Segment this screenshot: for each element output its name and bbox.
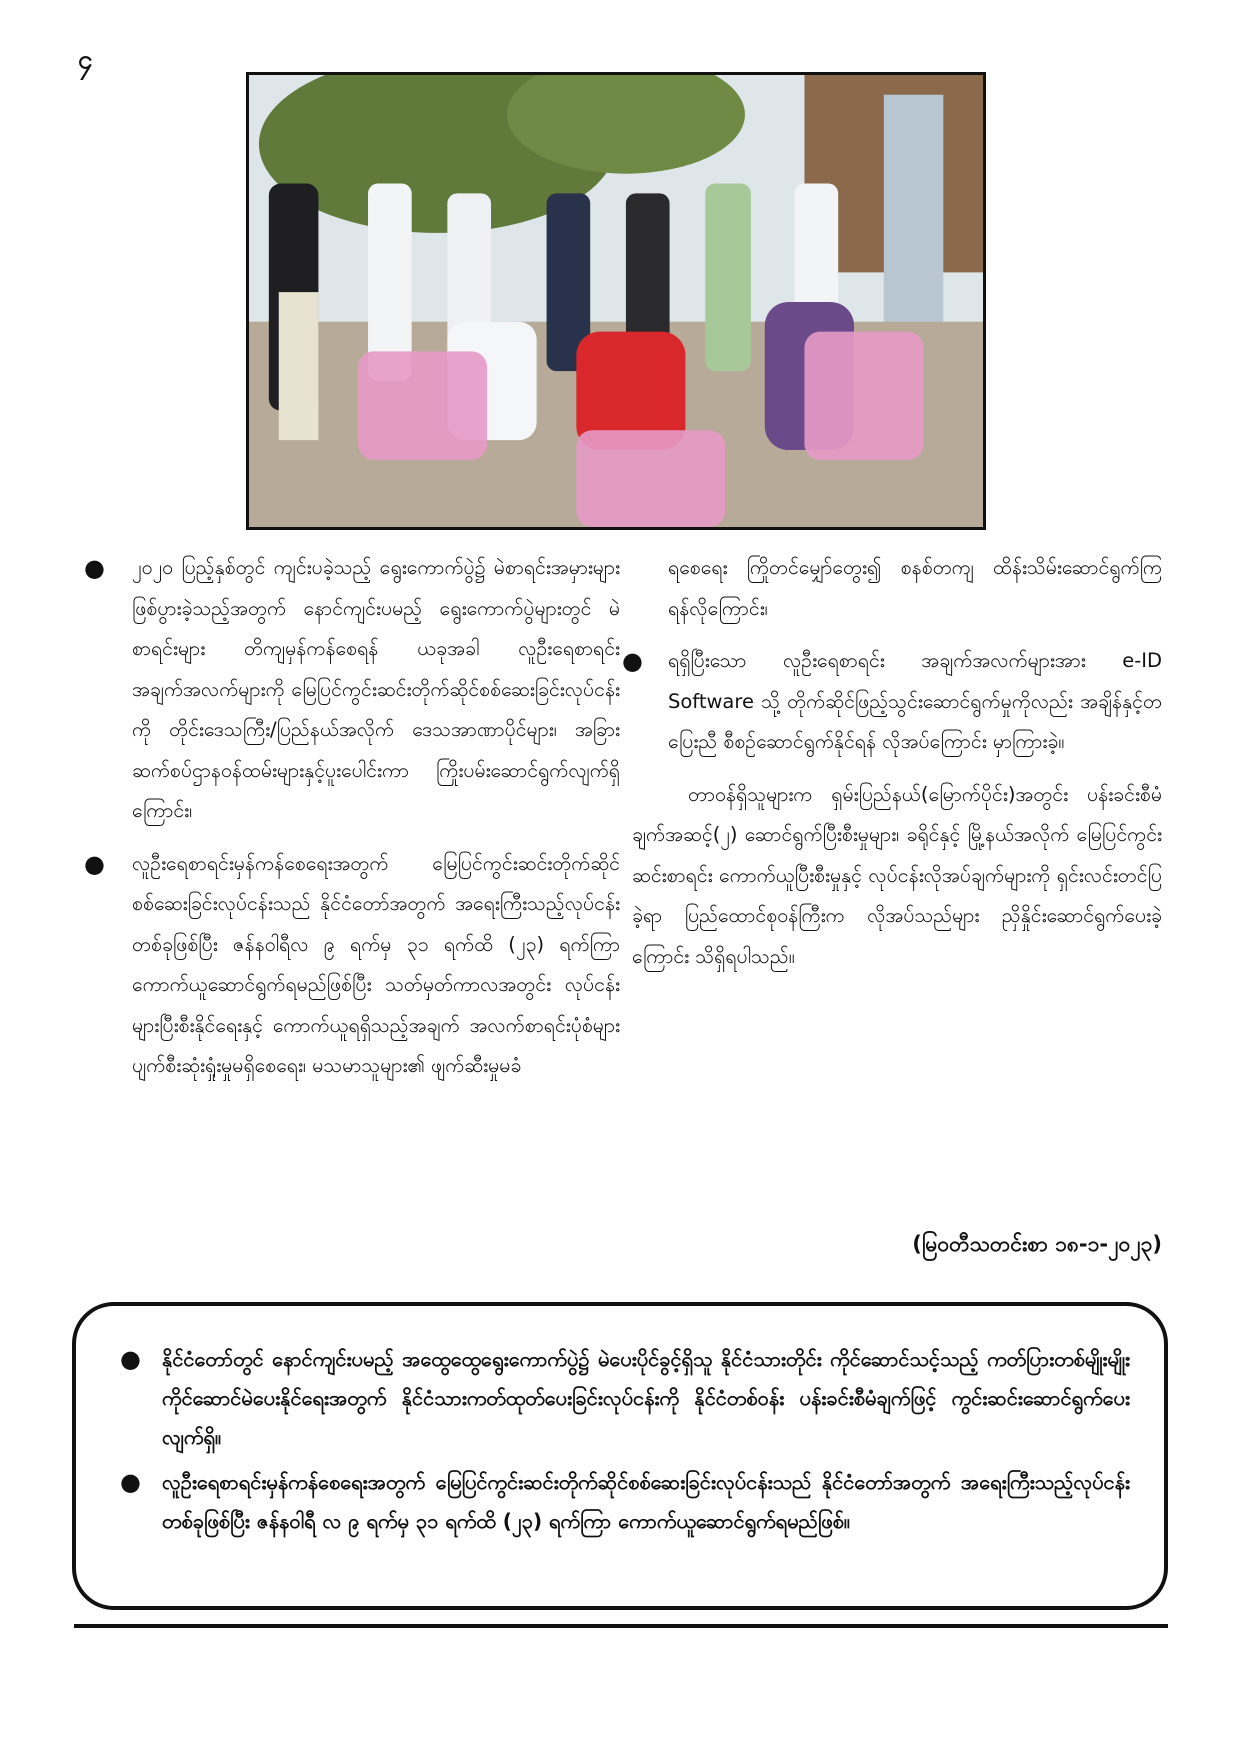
bullet-paragraph <box>80 844 620 1087</box>
bullet-paragraph <box>80 548 620 832</box>
summary-list <box>120 1340 1130 1541</box>
continued-text: ရစေရေး ကြိုတင်မျှော်တွေး၍ စနစ်တကျ ထိန်းသိမ်းဆောင်ရွက်ကြရန်လိုကြောင်း၊ <box>668 556 1162 620</box>
summary-box <box>72 1302 1168 1610</box>
summary-text: နိုင်ငံတော်တွင် နောင်ကျင်းပမည့် အထွေထွေရွေးကောက်ပွဲ၌ မဲပေးပိုင်ခွင့်ရှိသူ နိုင်ငံသားတိုင်း ကိုင်ဆောင်သင့်သည့် ကတ်ပြားတစ်မျိုးမျိုး ကိုင်ဆောင်မဲပေးနိုင်ရေးအတွက် နိုင်ငံသားကတ်ထုတ်ပေးခြင်းလုပ်ငန်းကို နိုင်ငံတစ်ဝန်း ပန်းခင်းစီမံချက်ဖြင့် ကွင်းဆင်းဆောင်ရွက်ပေးလျက်ရှိ။ <box>162 1347 1130 1449</box>
bullet-icon: ● <box>622 647 643 675</box>
footer-divider <box>74 1624 1168 1628</box>
right-column <box>622 548 1162 1256</box>
bullet-icon: ● <box>84 849 105 878</box>
bullet-text: ၂၀၂၀ ပြည့်နှစ်တွင် ကျင်းပခဲ့သည့် ရွေးကောက်ပွဲ၌ မဲစာရင်းအမှားများ ဖြစ်ပွားခဲ့သည့်အတွက် နောင်ကျင်းပမည့် ရွေးကောက်ပွဲများတွင် မဲစာရင်းများ တိကျမှန်ကန်စေရန် ယခုအခါ လူဦးရေစာရင်းအချက်အလက်များကို မြေပြင်ကွင်းဆင်းတိုက်ဆိုင်စစ်ဆေးခြင်းလုပ်ငန်းကို တိုင်းဒေသကြီး/ပြည်နယ်အလိုက် ဒေသအာဏာပိုင်များ၊ အခြားဆက်စပ်ဌာနဝန်ထမ်းများနှင့်ပူးပေါင်းကာ ကြိုးပမ်းဆောင်ရွက်လျက်ရှိကြောင်း၊ <box>132 556 620 822</box>
summary-item <box>120 1340 1130 1457</box>
news-photo <box>246 72 986 530</box>
source-citation: (မြဝတီသတင်းစာ ၁၈-၁-၂၀၂၃) <box>912 1232 1162 1256</box>
body-paragraph: တာဝန်ရှိသူများက ရှမ်းပြည်နယ်(မြောက်ပိုင်း)အတွင်း ပန်းခင်းစီမံချက်အဆင့်(၂) ဆောင်ရွက်ပြီးစီးမှုများ၊ ခရိုင်နှင့် မြို့နယ်အလိုက် မြေပြင်ကွင်းဆင်းစာရင်း ကောက်ယူပြီးစီးမှုနှင့် လုပ်ငန်းလိုအပ်ချက်များကို ရှင်းလင်းတင်ပြခဲ့ရာ ပြည်ထောင်စုဝန်ကြီးက လိုအပ်သည်များ ညှိနှိုင်းဆောင်ရွက်ပေးခဲ့ကြောင်း သိရှိရပါသည်။ <box>632 782 1162 968</box>
summary-item <box>120 1463 1130 1541</box>
left-column <box>80 548 620 1099</box>
photo-image <box>249 75 983 527</box>
page-number: ၄ <box>78 45 93 75</box>
summary-text: လူဦးရေစာရင်းမှန်ကန်စေရေးအတွက် မြေပြင်ကွင်းဆင်းတိုက်ဆိုင်စစ်ဆေးခြင်းလုပ်ငန်းသည် နိုင်ငံတော်အတွက် အရေးကြီးသည့်လုပ်ငန်းတစ်ခုဖြစ်ပြီး ဇန်နဝါရီ လ ၉ ရက်မှ ၃၁ ရက်ထိ (၂၃) ရက်ကြာ ကောက်ယူဆောင်ရွက်ရမည်ဖြစ်။ <box>162 1470 1130 1533</box>
bullet-icon: ● <box>120 1345 141 1373</box>
bullet-icon: ● <box>84 554 105 582</box>
bullet-icon: ● <box>120 1468 141 1496</box>
bullet-text: လူဦးရေစာရင်းမှန်ကန်စေရေးအတွက် မြေပြင်ကွင်းဆင်းတိုက်ဆိုင်စစ်ဆေးခြင်းလုပ်ငန်းသည် နိုင်ငံတော်အတွက် အရေးကြီးသည့်လုပ်ငန်းတစ်ခုဖြစ်ပြီး ဇန်နဝါရီလ ၉ ရက်မှ ၃၁ ရက်ထိ (၂၃) ရက်ကြာ ကောက်ယူဆောင်ရွက်ရမည်ဖြစ်ပြီး သတ်မှတ်ကာလအတွင်း လုပ်ငန်းများပြီးစီးနိုင်ရေးနှင့် ကောက်ယူရရှိသည့်အချက် အလက်စာရင်းပုံစံများ ပျက်စီးဆုံးရှုံးမှုမရှိစေရေး၊ မသမာသူများ၏ ဖျက်ဆီးမှုမခံ <box>132 851 620 1077</box>
bullet-paragraph <box>622 641 1162 763</box>
bullet-text: ရရှိပြီးသော လူဦးရေစာရင်း အချက်အလက်များအား e-ID Software သို့ တိုက်ဆိုင်ဖြည့်သွင်းဆောင်ရွက်မှုကိုလည်း အချိန်နှင့်တပြေးညီ စီစဉ်ဆောင်ရွက်နိုင်ရန် လိုအပ်ကြောင်း မှာကြားခဲ့။ <box>668 649 1162 753</box>
